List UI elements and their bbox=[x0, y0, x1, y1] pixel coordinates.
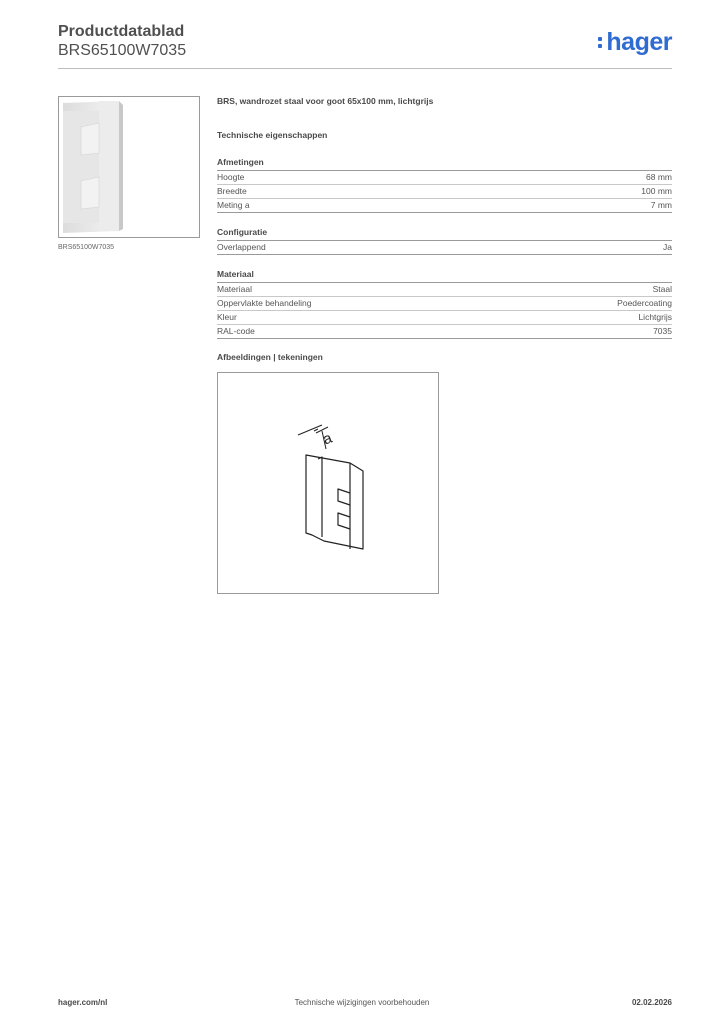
spec-row bbox=[217, 311, 672, 325]
spec-label: Meting a bbox=[217, 200, 250, 210]
spec-value: 100 mm bbox=[641, 186, 672, 196]
product-details bbox=[217, 96, 672, 353]
spec-row bbox=[217, 283, 672, 297]
spec-row bbox=[217, 185, 672, 199]
document-title: Productdatablad bbox=[58, 23, 185, 40]
hager-logo bbox=[598, 28, 672, 57]
spec-label: Materiaal bbox=[217, 284, 252, 294]
spec-value: 7 mm bbox=[650, 200, 672, 210]
wall-rosette-photo bbox=[59, 97, 199, 237]
spec-row bbox=[217, 199, 672, 213]
logo-text: hager bbox=[606, 28, 672, 56]
spec-value: Lichtgrijs bbox=[638, 312, 672, 322]
dimension-label-a: a bbox=[320, 429, 335, 449]
spec-value: 7035 bbox=[653, 326, 672, 336]
footer-website[interactable]: hager.com/nl bbox=[58, 998, 108, 1007]
spec-row bbox=[217, 325, 672, 339]
image-caption: BRS65100W7035 bbox=[58, 244, 115, 251]
section-heading: Configuratie bbox=[217, 227, 672, 241]
spec-row bbox=[217, 171, 672, 185]
drawings-heading: Afbeeldingen | tekeningen bbox=[217, 352, 323, 362]
spec-label: Hoogte bbox=[217, 172, 245, 182]
section-configuration bbox=[217, 227, 672, 255]
spec-label: Overlappend bbox=[217, 242, 266, 252]
spec-value: Poedercoating bbox=[617, 298, 672, 308]
footer-disclaimer: Technische wijzigingen voorbehouden bbox=[294, 998, 430, 1007]
header-divider bbox=[58, 68, 672, 69]
section-material bbox=[217, 269, 672, 339]
product-image bbox=[58, 96, 200, 238]
spec-row bbox=[217, 297, 672, 311]
spec-value: 68 mm bbox=[646, 172, 672, 182]
spec-value: Staal bbox=[652, 284, 672, 294]
page-header bbox=[58, 22, 186, 60]
spec-label: Oppervlakte behandeling bbox=[217, 298, 312, 308]
spec-label: Breedte bbox=[217, 186, 247, 196]
technical-heading: Technische eigenschappen bbox=[217, 130, 328, 140]
technical-drawing bbox=[217, 372, 439, 594]
section-heading: Afmetingen bbox=[217, 157, 672, 171]
logo-colon-icon bbox=[598, 37, 603, 51]
footer-date: 02.02.2026 bbox=[631, 998, 672, 1007]
product-description: BRS, wandrozet staal voor goot 65x100 mm, lichtgrijs bbox=[217, 96, 434, 106]
spec-value: Ja bbox=[663, 242, 672, 252]
spec-row bbox=[217, 241, 672, 255]
spec-label: RAL-code bbox=[217, 326, 255, 336]
section-dimensions bbox=[217, 157, 672, 213]
section-heading: Materiaal bbox=[217, 269, 672, 283]
rosette-line-drawing bbox=[218, 373, 438, 593]
product-code: BRS65100W7035 bbox=[58, 42, 187, 59]
spec-label: Kleur bbox=[217, 312, 237, 322]
